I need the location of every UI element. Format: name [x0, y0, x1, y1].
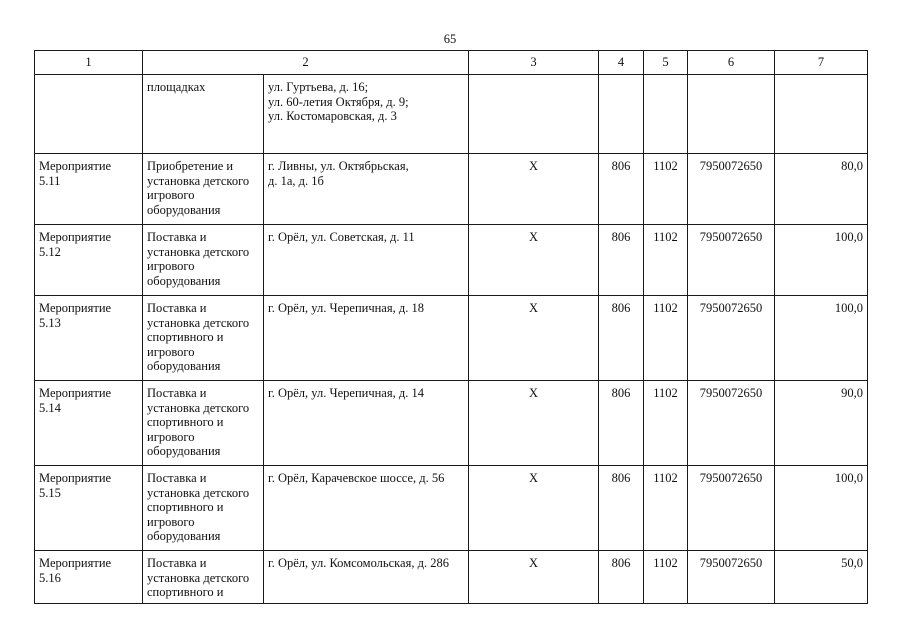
event-description-cell — [143, 466, 264, 551]
text-line: Мероприятие — [39, 471, 112, 485]
text-line: д. 1а, д. 1б — [268, 173, 324, 188]
text-line: оборудования — [147, 359, 221, 374]
event-description-cell — [143, 154, 264, 225]
amount-cell: 100,0 — [775, 225, 868, 296]
text-line: Мероприятие — [39, 386, 112, 400]
text-line: Поставка и — [147, 301, 207, 315]
col6-cell: 7950072650 — [688, 225, 775, 296]
amount-cell: 80,0 — [775, 154, 868, 225]
cont-col3-cell — [469, 75, 599, 154]
event-description-cell — [143, 296, 264, 381]
header-col-5: 5 — [644, 51, 688, 75]
text-line: Мероприятие — [39, 159, 112, 173]
address-cell — [264, 466, 469, 551]
header-col-2: 2 — [143, 51, 469, 75]
cont-col7-cell — [775, 75, 868, 154]
text-line: игрового — [147, 429, 195, 444]
header-col-7: 7 — [775, 51, 868, 75]
col5-cell: 1102 — [644, 466, 688, 551]
amount-cell: 90,0 — [775, 381, 868, 466]
col5-cell: 1102 — [644, 225, 688, 296]
header-col-3: 3 — [469, 51, 599, 75]
header-row — [35, 51, 868, 75]
cont-name-cell — [35, 75, 143, 154]
cont-desc-cell: площадках — [143, 75, 264, 154]
table-row — [35, 381, 868, 466]
event-name-cell — [35, 381, 143, 466]
col6-cell: 7950072650 — [688, 154, 775, 225]
text-line: спортивного и — [147, 415, 224, 430]
col4-cell: 806 — [599, 466, 644, 551]
text-line: установка детского — [147, 173, 250, 188]
text-line: Приобретение и — [147, 159, 234, 173]
event-name-cell — [35, 466, 143, 551]
col3-cell: Х — [469, 551, 599, 604]
event-description-cell — [143, 225, 264, 296]
address-cell — [264, 551, 469, 604]
col3-cell: Х — [469, 466, 599, 551]
text-line: Мероприятие — [39, 230, 112, 244]
text-line: Поставка и — [147, 230, 207, 244]
text-line: установка детского — [147, 400, 250, 415]
event-name-cell — [35, 551, 143, 604]
text-line: г. Орёл, Карачевское шоссе, д. 56 — [268, 471, 445, 485]
col4-cell: 806 — [599, 551, 644, 604]
cont-col5-cell — [644, 75, 688, 154]
text-line: оборудования — [147, 202, 221, 217]
event-description-cell — [143, 551, 264, 604]
event-name-cell — [35, 296, 143, 381]
table-row — [35, 296, 868, 381]
col6-cell: 7950072650 — [688, 296, 775, 381]
col5-cell: 1102 — [644, 154, 688, 225]
col6-cell: 7950072650 — [688, 551, 775, 604]
budget-table — [34, 50, 868, 604]
col4-cell: 806 — [599, 296, 644, 381]
text-line: оборудования — [147, 529, 221, 544]
text-line: г. Орёл, ул. Советская, д. 11 — [268, 230, 415, 244]
continuation-row — [35, 75, 868, 154]
col6-cell: 7950072650 — [688, 381, 775, 466]
header-col-1: 1 — [35, 51, 143, 75]
amount-cell: 100,0 — [775, 466, 868, 551]
table-row — [35, 154, 868, 225]
address-cell — [264, 154, 469, 225]
cont-col6-cell — [688, 75, 775, 154]
col6-cell: 7950072650 — [688, 466, 775, 551]
text-line: г. Орёл, ул. Черепичная, д. 14 — [268, 386, 424, 400]
text-line: оборудования — [147, 444, 221, 459]
col3-cell: Х — [469, 225, 599, 296]
text-line: спортивного и — [147, 330, 224, 345]
col3-cell: Х — [469, 381, 599, 466]
text-line: игрового — [147, 188, 195, 203]
event-name-cell — [35, 225, 143, 296]
header-col-4: 4 — [599, 51, 644, 75]
text-line: 5.16 — [39, 570, 61, 585]
cont-col4-cell — [599, 75, 644, 154]
col5-cell: 1102 — [644, 296, 688, 381]
cont-addr-cell: ул. Гуртьева, д. 16; ул. 60-летия Октября, д. 9; ул. Костомаровская, д. 3 — [264, 75, 469, 154]
table-row — [35, 551, 868, 604]
text-line: игрового — [147, 259, 195, 274]
text-line: установка детского — [147, 315, 250, 330]
text-line: г. Ливны, ул. Октябрьская, — [268, 159, 409, 173]
event-description-cell — [143, 381, 264, 466]
table-row — [35, 225, 868, 296]
amount-cell: 100,0 — [775, 296, 868, 381]
col5-cell: 1102 — [644, 381, 688, 466]
text-line: 5.13 — [39, 315, 61, 330]
text-line: игрового — [147, 514, 195, 529]
text-line: Поставка и — [147, 556, 207, 570]
address-cell — [264, 296, 469, 381]
page-number: 65 — [443, 32, 457, 46]
text-line: 5.12 — [39, 244, 61, 259]
col3-cell: Х — [469, 154, 599, 225]
text-line: Мероприятие — [39, 556, 112, 570]
text-line: 5.15 — [39, 485, 61, 500]
col4-cell: 806 — [599, 154, 644, 225]
text-line: установка детского — [147, 244, 250, 259]
event-name-cell — [35, 154, 143, 225]
text-line: спортивного и — [147, 585, 224, 600]
text-line: Поставка и — [147, 471, 207, 485]
text-line: 5.14 — [39, 400, 61, 415]
text-line: установка детского — [147, 570, 250, 585]
text-line: игрового — [147, 344, 195, 359]
col4-cell: 806 — [599, 225, 644, 296]
col5-cell: 1102 — [644, 551, 688, 604]
table-row — [35, 466, 868, 551]
text-line: Поставка и — [147, 386, 207, 400]
text-line: Мероприятие — [39, 301, 112, 315]
address-cell — [264, 381, 469, 466]
text-line: г. Орёл, ул. Черепичная, д. 18 — [268, 301, 424, 315]
col3-cell: Х — [469, 296, 599, 381]
col4-cell: 806 — [599, 381, 644, 466]
header-col-6: 6 — [688, 51, 775, 75]
text-line: спортивного и — [147, 500, 224, 515]
address-cell — [264, 225, 469, 296]
amount-cell: 50,0 — [775, 551, 868, 604]
text-line: 5.11 — [39, 173, 61, 188]
text-line: установка детского — [147, 485, 250, 500]
text-line: г. Орёл, ул. Комсомольская, д. 286 — [268, 556, 449, 570]
text-line: оборудования — [147, 273, 221, 288]
